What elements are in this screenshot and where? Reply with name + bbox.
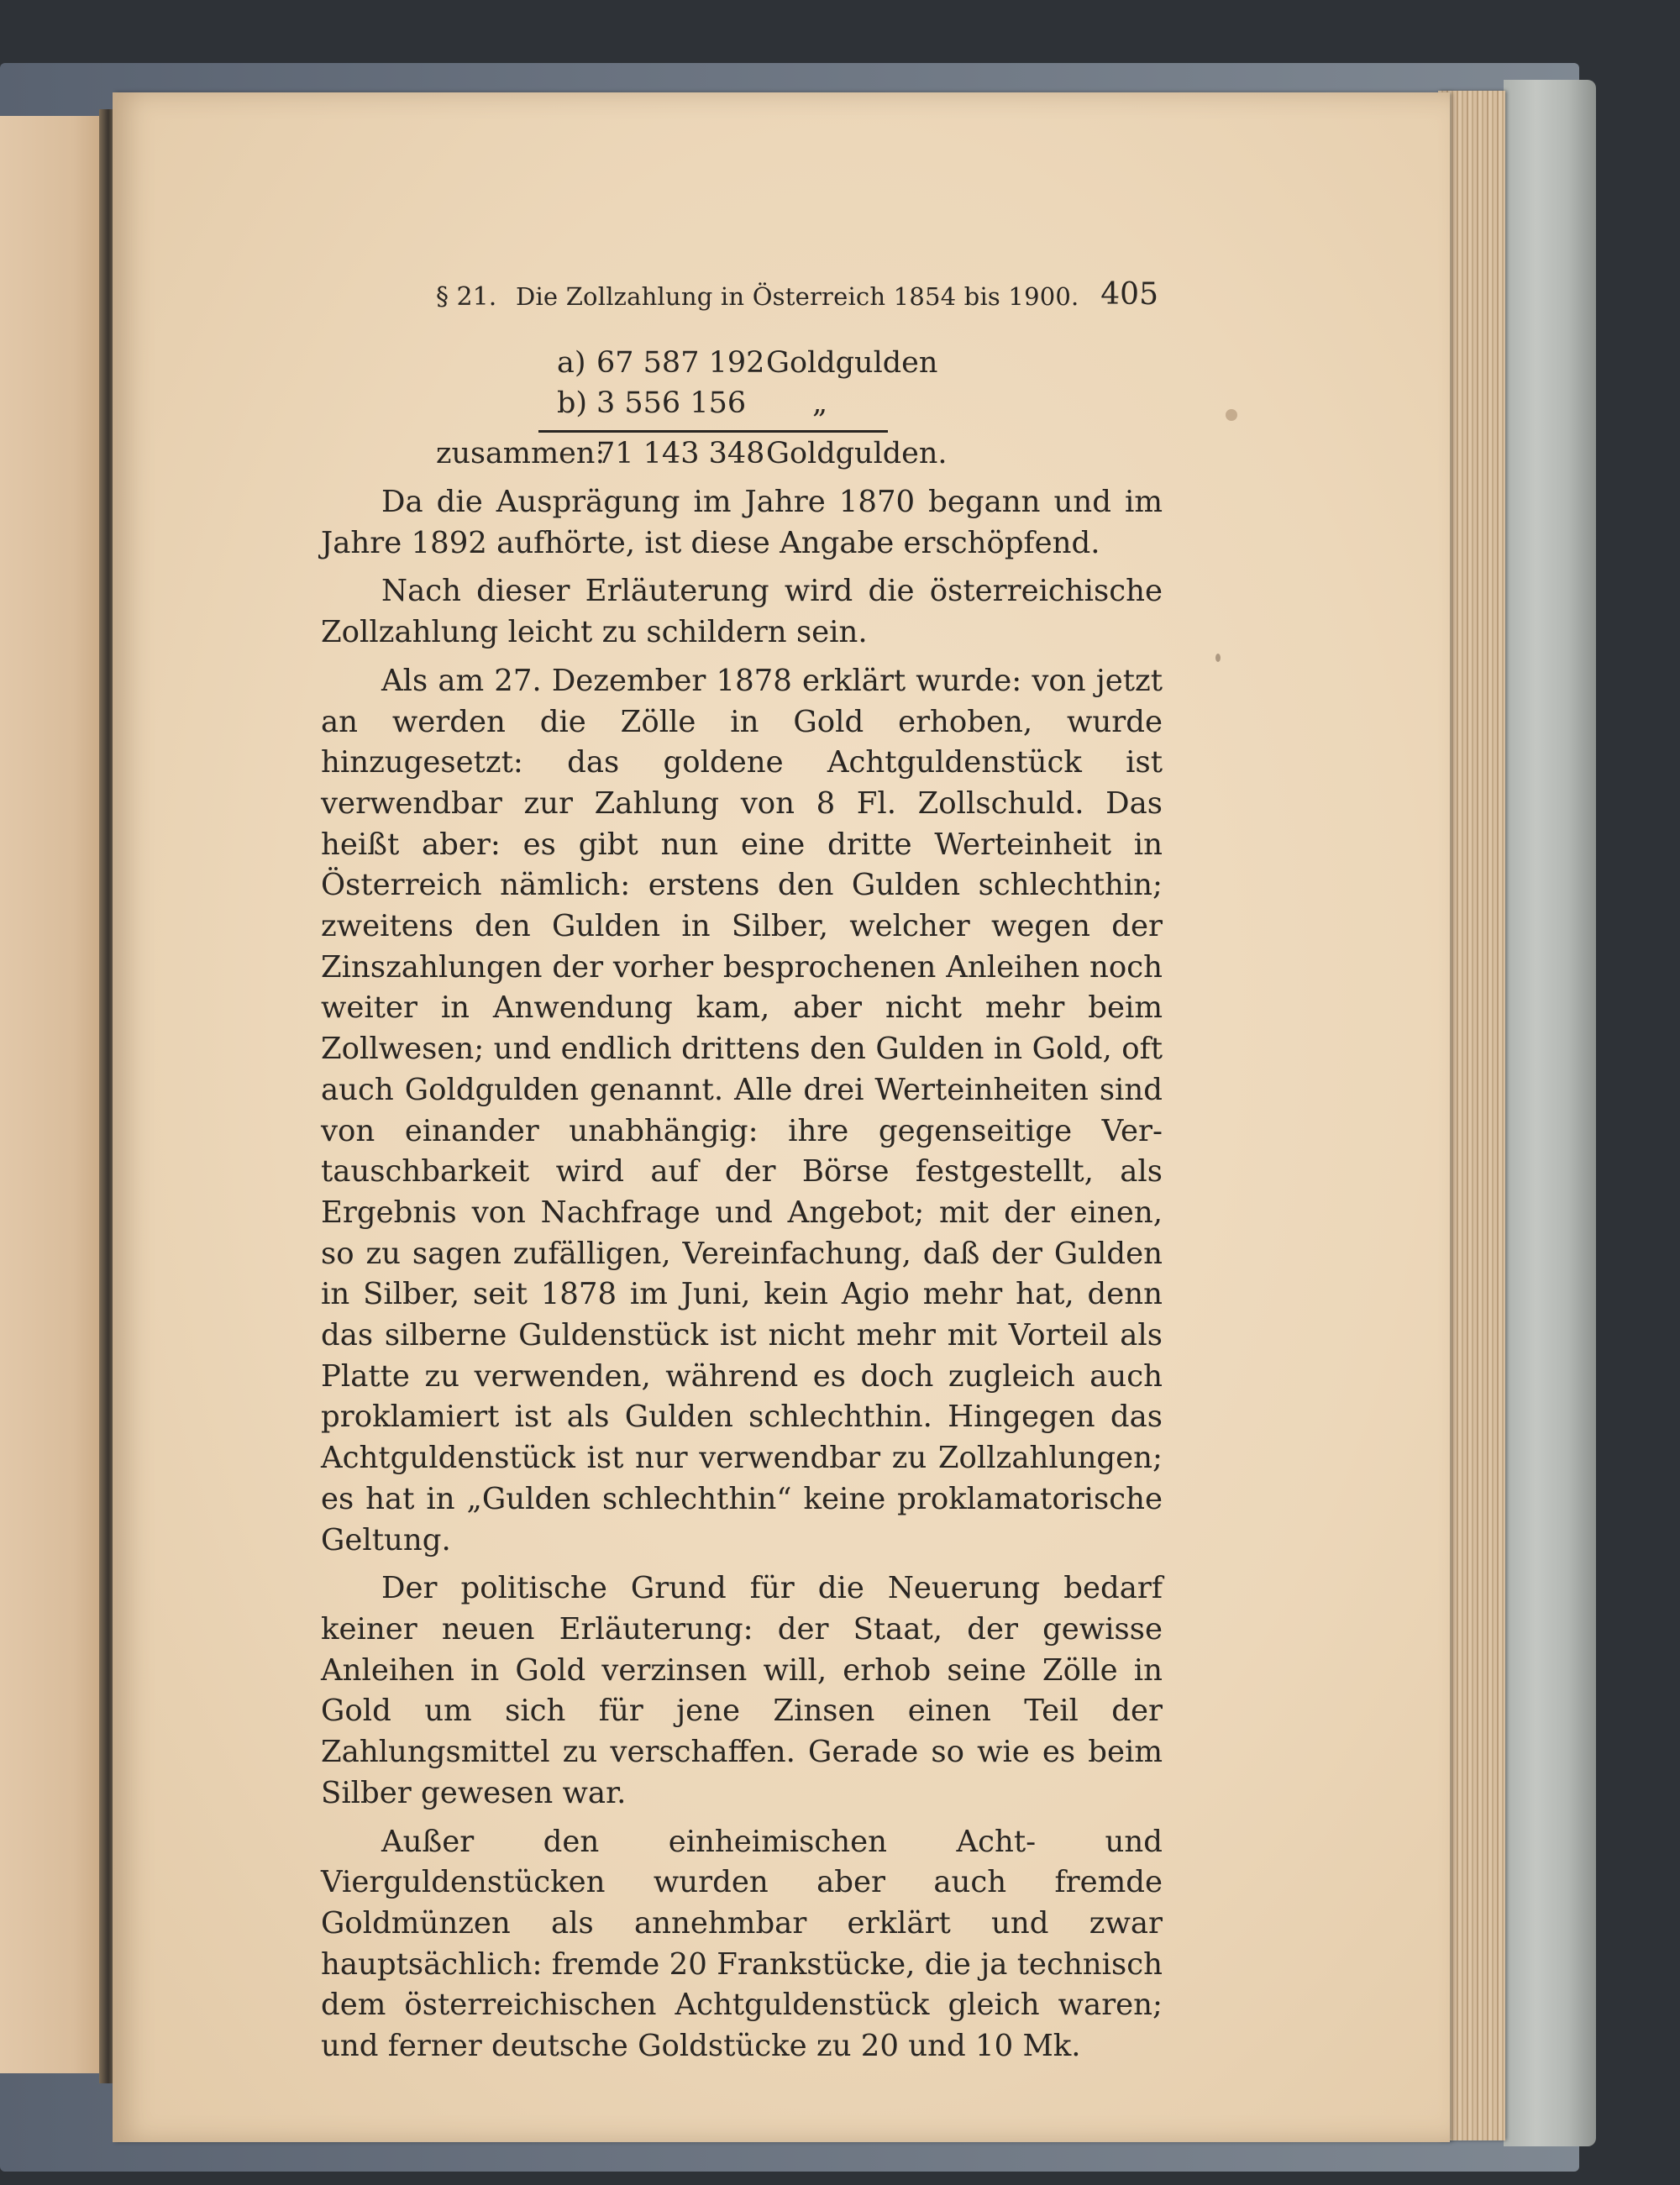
book-cover-right-edge <box>1504 80 1596 2146</box>
paper-spot <box>1226 409 1237 421</box>
paragraph: Als am 27. Dezember 1878 erklärt wurde: von jetzt an werden die Zölle in Gold erhoben, wurde hinzugesetzt: das goldene Achtguldenstück ist verwendbar zur Zahlung von 8 Fl. Zollschuld. Das heißt aber: es gibt nun eine dritte Werteinheit in Österreich nämlich: erstens den Gulden schlechthin; zweitens den Gulden in Silber, welcher wegen der Zinszahlungen der vorher besprochenen Anleihen noch weiter in Anwendung kam, aber nicht mehr beim Zollwesen; und endlich drittens den Gulden in Gold, oft auch Goldgulden genannt. Alle drei Werteinheiten sind von einander unabhängig: ihre gegenseitige Vertauschbarkeit wird auf der Börse festgestellt, als Ergebnis von Nachfrage und Angebot; mit der einen, so zu sagen zufälligen, Vereinfachung, daß der Gulden in Silber, seit 1878 im Juni, kein Agio mehr hat, denn das silberne Guldenstück ist nicht mehr mit Vorteil als Platte zu verwenden, während es doch zugleich auch proklamiert ist als Gulden schlechthin. Hingegen das Achtguldenstück ist nur verwendbar zu Zollzahlungen; es hat in „Gulden schlechthin“ keine proklamatorische Geltung. <box>321 663 1163 1557</box>
sum-line-b-value: 3 556 156 <box>596 386 747 420</box>
paper-spot <box>1215 654 1221 662</box>
sum-line-b-label: b) <box>557 386 588 420</box>
page-number: 405 <box>1100 277 1158 312</box>
header-title: Die Zollzahlung in Österreich 1854 bis 1900. <box>516 282 1079 311</box>
body-text <box>321 482 1163 2067</box>
left-page-edge <box>0 116 105 2073</box>
running-header <box>436 277 1158 319</box>
sum-total-label: zusammen: <box>436 437 606 470</box>
paragraph: Außer den einheimischen Acht- und Vierguldenstücken wurden aber auch fremde Goldmünzen als annehmbar erklärt und zwar hauptsächlich: fremde 20 Frankstücke, die ja technisch dem österreichischen Achtguldenstück gleich waren; und ferner deutsche Goldstücke zu 20 und 10 Mk. <box>321 1824 1163 2064</box>
sum-rule <box>538 430 888 433</box>
paragraph: Nach dieser Erläuterung wird die österreichische Zollzahlung leicht zu schildern sein. <box>321 574 1163 650</box>
sum-line-a-unit: Goldgulden <box>766 346 938 380</box>
section-number: § 21. <box>436 282 497 312</box>
paragraph: Da die Ausprägung im Jahre 1870 begann und im Jahre 1892 aufhörte, ist diese Angabe erschöpfend. <box>321 485 1163 560</box>
sum-total-unit: Goldgulden. <box>766 437 948 470</box>
paragraph: Der politische Grund für die Neuerung bedarf keiner neuen Erläuterung: der Staat, der gewisse Anleihen in Gold verzinsen will, erhob seine Zölle in Gold um sich für jene Zinsen einen Teil der Zahlungsmittel zu verschaffen. Gerade so wie es beim Silber gewesen war. <box>321 1571 1163 1810</box>
sum-line-a-value: 67 587 192 <box>596 346 765 380</box>
sum-total-value: 71 143 348 <box>596 437 765 470</box>
sum-line-b-unit: „ <box>812 386 828 420</box>
sum-line-a-label: a) <box>557 346 586 380</box>
